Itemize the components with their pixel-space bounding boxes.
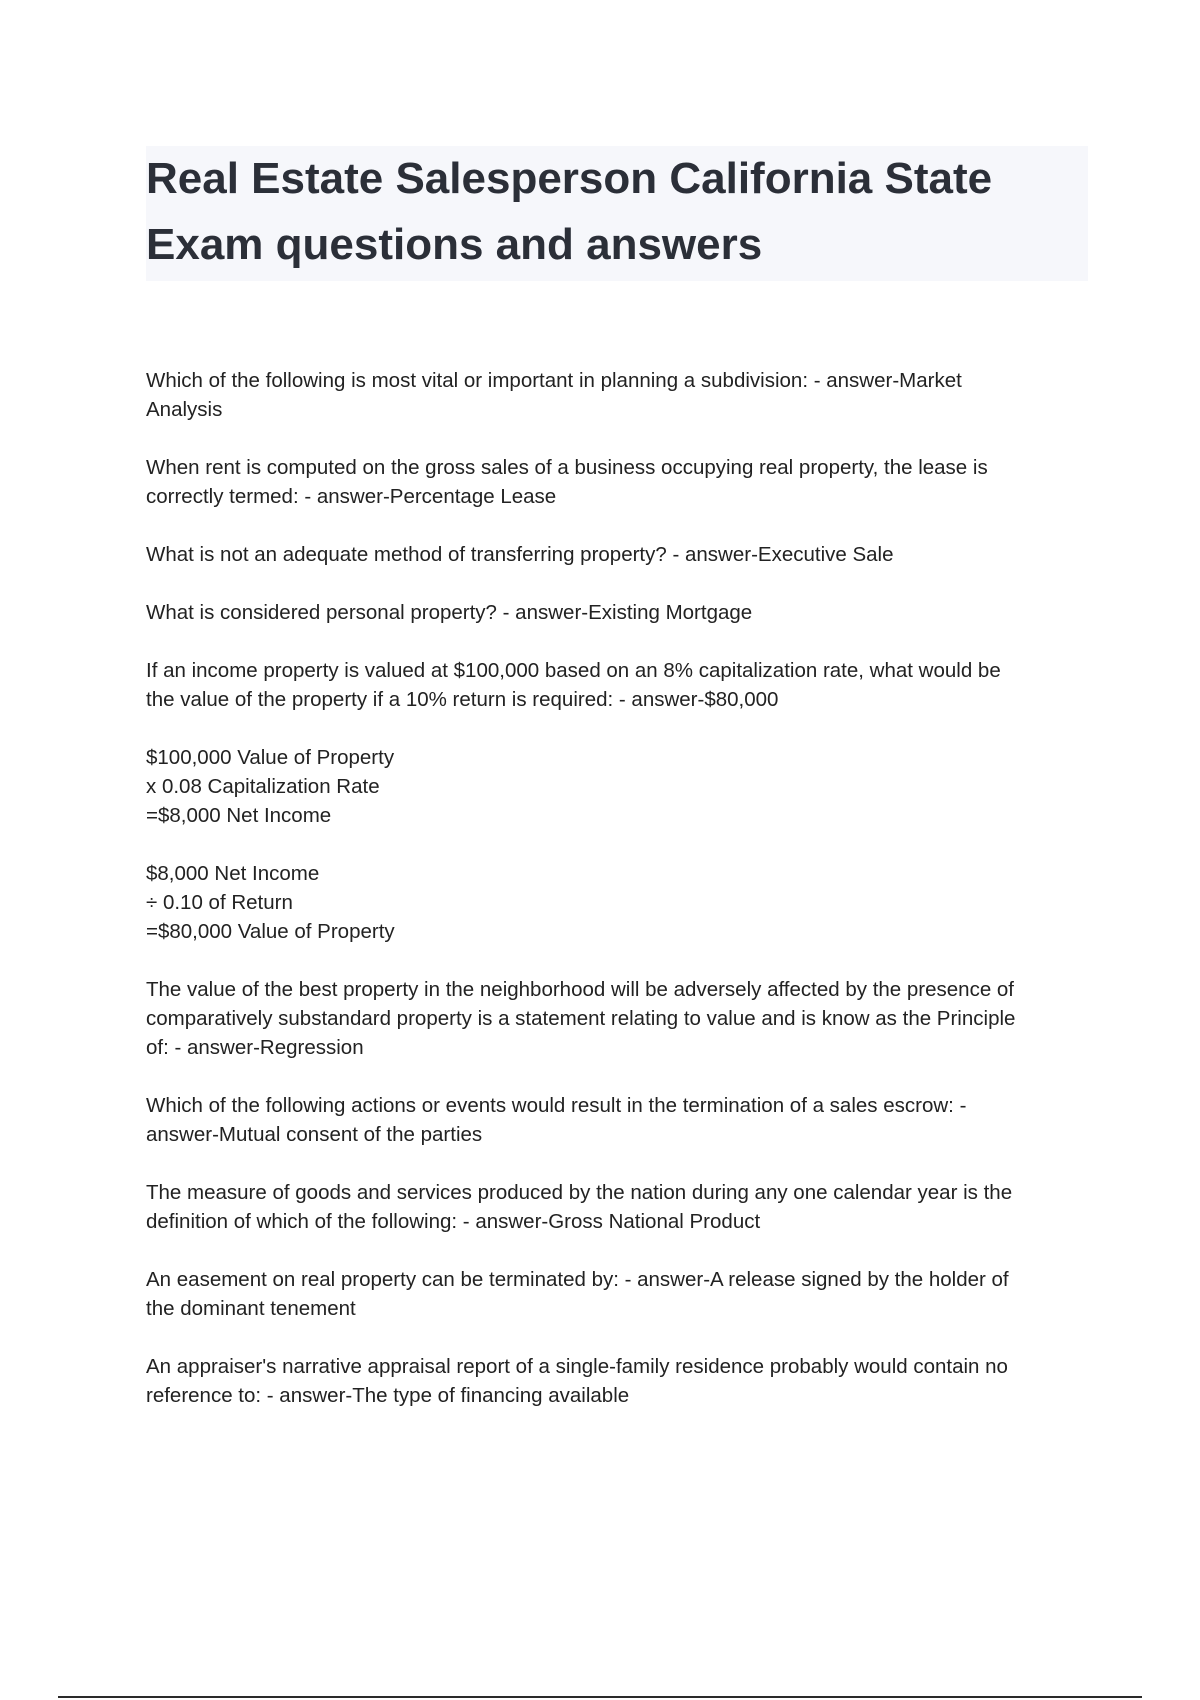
qa-line: When rent is computed on the gross sales of a business occupying real property, the lease is — [146, 456, 988, 479]
calc-line: $8,000 Net Income — [146, 862, 320, 885]
qa-item-8 — [146, 1178, 1096, 1236]
qa-line: What is not an adequate method of transferring property? - answer-Executive Sale — [146, 543, 894, 566]
qa-item-9 — [146, 1265, 1096, 1323]
qa-line: of: - answer-Regression — [146, 1036, 364, 1059]
qa-line: The measure of goods and services produced by the nation during any one calendar year is the — [146, 1181, 1013, 1204]
title-line-1: Real Estate Salesperson California State — [146, 154, 993, 203]
qa-line: The value of the best property in the neighborhood will be adversely affected by the presence of — [146, 978, 1015, 1001]
qa-line: the dominant tenement — [146, 1297, 356, 1320]
qa-line: Analysis — [146, 398, 223, 421]
qa-line: What is considered personal property? - answer-Existing Mortgage — [146, 601, 753, 624]
qa-item-3 — [146, 540, 1096, 569]
qa-line: correctly termed: - answer-Percentage Lease — [146, 485, 557, 508]
calc-line: =$80,000 Value of Property — [146, 920, 395, 943]
qa-line: the value of the property if a 10% return is required: - answer-$80,000 — [146, 688, 779, 711]
qa-line: Which of the following actions or events would result in the termination of a sales escrow: - — [146, 1094, 967, 1117]
calc-block-1 — [146, 743, 1096, 830]
qa-line: answer-Mutual consent of the parties — [146, 1123, 483, 1146]
qa-line: Which of the following is most vital or important in planning a subdivision: - answer-Market — [146, 369, 962, 392]
qa-item-4 — [146, 598, 1096, 627]
qa-item-7 — [146, 1091, 1096, 1149]
qa-content — [146, 366, 1096, 1439]
qa-line: reference to: - answer-The type of financing available — [146, 1384, 630, 1407]
document-title — [146, 146, 1088, 281]
qa-line: An appraiser's narrative appraisal report of a single-family residence probably would contain no — [146, 1355, 1008, 1378]
qa-line: If an income property is valued at $100,000 based on an 8% capitalization rate, what would be — [146, 659, 1001, 682]
qa-line: definition of which of the following: - answer-Gross National Product — [146, 1210, 761, 1233]
title-line-2: Exam questions and answers — [146, 220, 763, 269]
qa-line: comparatively substandard property is a statement relating to value and is know as the Principle — [146, 1007, 1016, 1030]
qa-item-6 — [146, 975, 1096, 1062]
calc-line: =$8,000 Net Income — [146, 804, 332, 827]
qa-item-10 — [146, 1352, 1096, 1410]
qa-line: An easement on real property can be terminated by: - answer-A release signed by the holder of — [146, 1268, 1009, 1291]
calc-line: x 0.08 Capitalization Rate — [146, 775, 380, 798]
calc-line: $100,000 Value of Property — [146, 746, 395, 769]
qa-item-1 — [146, 366, 1096, 424]
calc-block-2 — [146, 859, 1096, 946]
qa-item-5 — [146, 656, 1096, 714]
footer-divider — [58, 1696, 1142, 1698]
qa-item-2 — [146, 453, 1096, 511]
calc-line: ÷ 0.10 of Return — [146, 891, 293, 914]
